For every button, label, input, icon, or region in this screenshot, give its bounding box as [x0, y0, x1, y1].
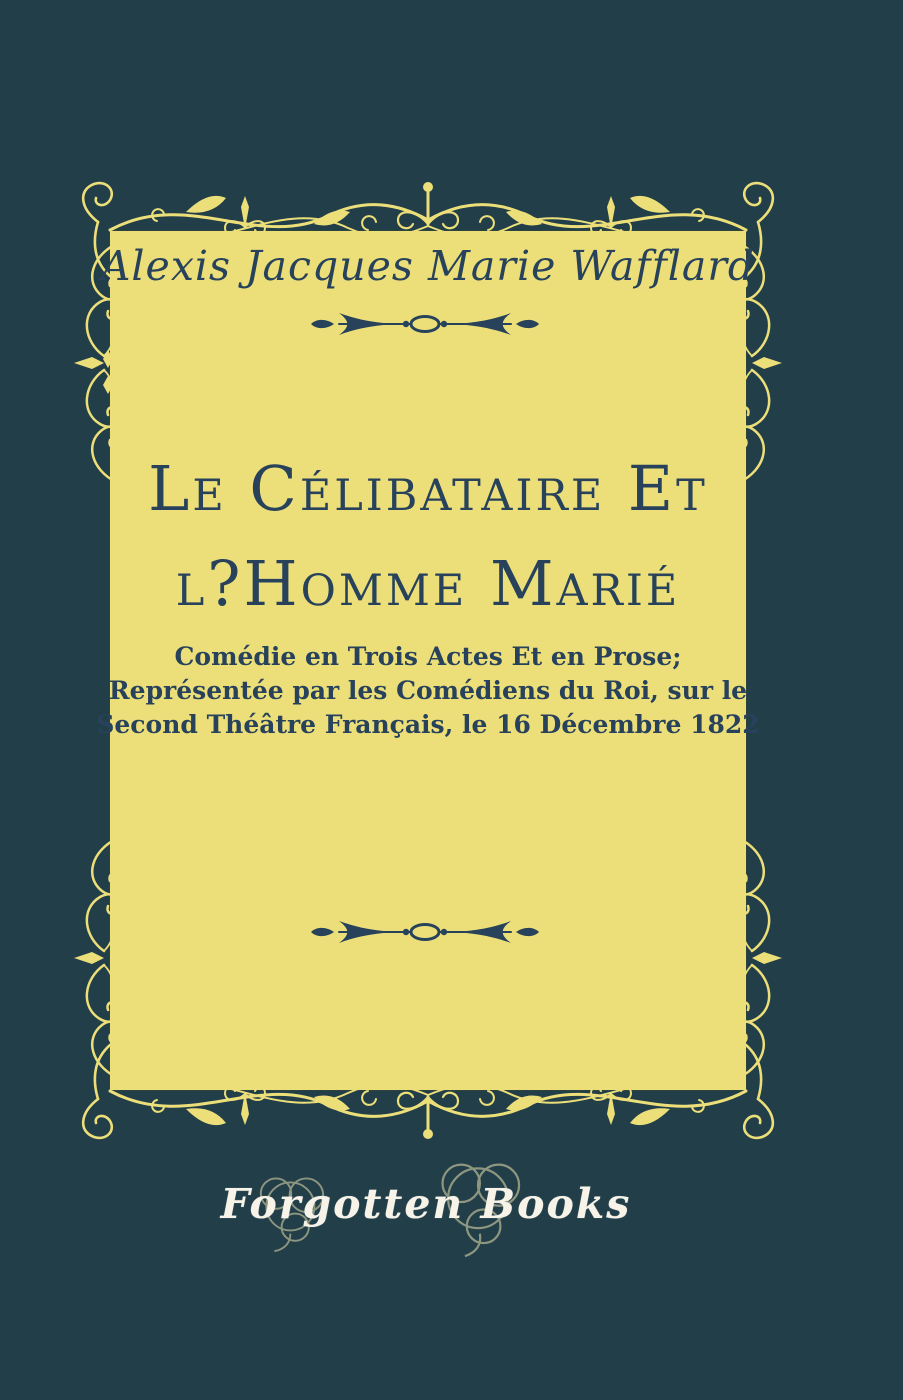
book-subtitle-line-1: Comédie en Trois Actes Et en Prose; [174, 642, 682, 671]
publisher-logo-text: Forgotten Books [220, 1180, 632, 1228]
author-divider-icon [309, 308, 541, 340]
book-title-line-1: Le Célibataire Et [148, 452, 708, 525]
book-subtitle-line-2: Représentée par les Comédiens du Roi, sur le [108, 676, 748, 705]
footer-divider-icon [309, 916, 541, 948]
left-bottom-edge-flourish-icon [70, 833, 150, 1083]
book-title-line-2: l?Homme Marié [175, 547, 681, 620]
bottom-flourish-icon [68, 1013, 788, 1143]
book-title [78, 441, 778, 631]
right-bottom-edge-flourish-icon [706, 833, 786, 1083]
book-subtitle-line-3: Second Théâtre Français, le 16 Décembre 1822 [96, 710, 760, 739]
book-subtitle [96, 640, 759, 742]
author-name: Alexis Jacques Marie Wafflard [100, 242, 756, 290]
publisher-logo [186, 1142, 666, 1272]
